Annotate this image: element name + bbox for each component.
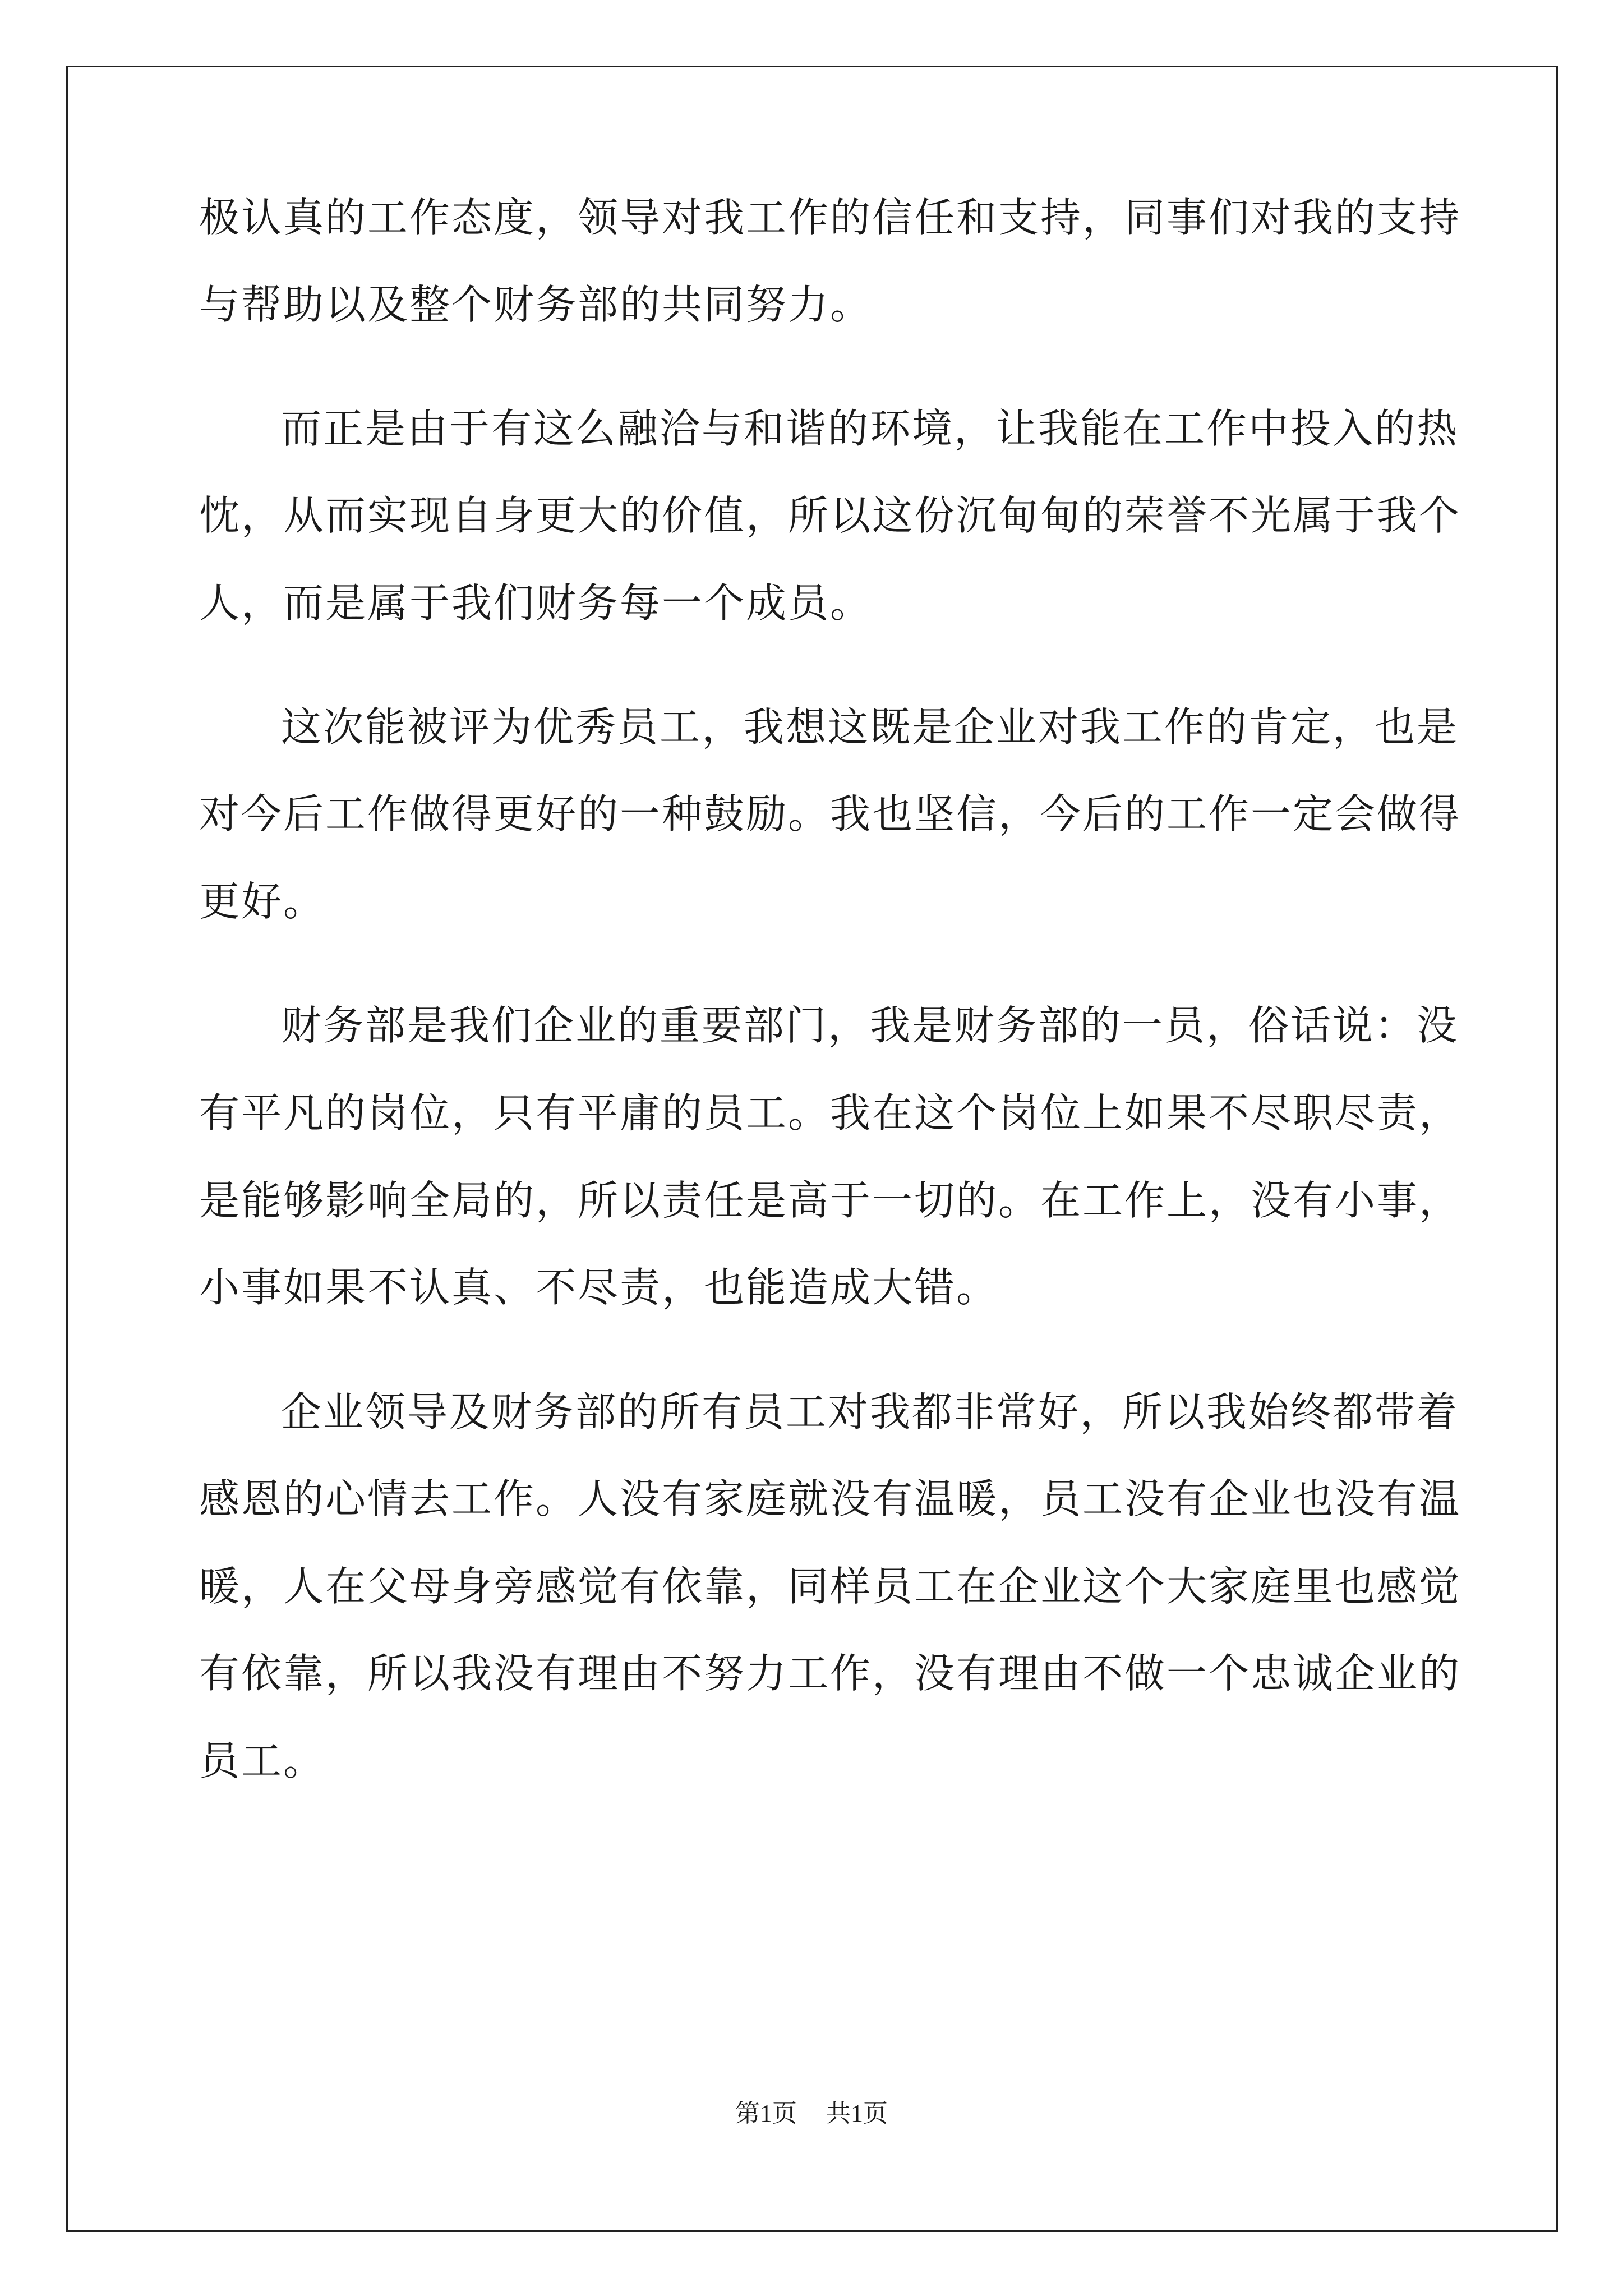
text-line: 企业领导及财务部的所有员工对我都非常好，所以我始终都带着: [281, 1388, 1459, 1435]
text-line: 更好。: [199, 878, 326, 925]
text-line: 是能够影响全局的，所以责任是高于一切的。在工作上，没有小事，: [199, 1177, 1461, 1224]
text-line: 对今后工作做得更好的一种鼓励。我也坚信，今后的工作一定会做得: [199, 790, 1461, 838]
text-line: 有依靠，所以我没有理由不努力工作，没有理由不做一个忠诚企业的: [199, 1650, 1461, 1697]
text-line: 小事如果不认真、不尽责，也能造成大错。: [199, 1264, 999, 1311]
text-line: 与帮助以及整个财务部的共同努力。: [199, 281, 873, 328]
page-total: 共1页: [826, 2100, 888, 2127]
page-number: 第1页: [735, 2100, 797, 2127]
page-border: [66, 66, 1558, 2232]
text-line: 忱，从而实现自身更大的价值，所以这份沉甸甸的荣誉不光属于我个: [199, 492, 1461, 539]
text-line: 而正是由于有这么融洽与和谐的环境，让我能在工作中投入的热: [281, 405, 1459, 452]
text-line: 感恩的心情去工作。人没有家庭就没有温暖，员工没有企业也没有温: [199, 1475, 1461, 1522]
page-footer: [0, 2097, 1623, 2131]
text-line: 这次能被评为优秀员工，我想这既是企业对我工作的肯定，也是: [281, 703, 1459, 751]
text-line: 极认真的工作态度，领导对我工作的信任和支持，同事们对我的支持: [199, 194, 1461, 241]
text-line: 员工。: [199, 1737, 326, 1784]
text-line: 有平凡的岗位，只有平庸的员工。我在这个岗位上如果不尽职尽责，: [199, 1089, 1461, 1137]
text-line: 财务部是我们企业的重要部门，我是财务部的一员，俗话说：没: [281, 1002, 1459, 1049]
text-line: 人，而是属于我们财务每一个成员。: [199, 579, 873, 627]
text-line: 暖，人在父母身旁感觉有依靠，同样员工在企业这个大家庭里也感觉: [199, 1563, 1461, 1610]
